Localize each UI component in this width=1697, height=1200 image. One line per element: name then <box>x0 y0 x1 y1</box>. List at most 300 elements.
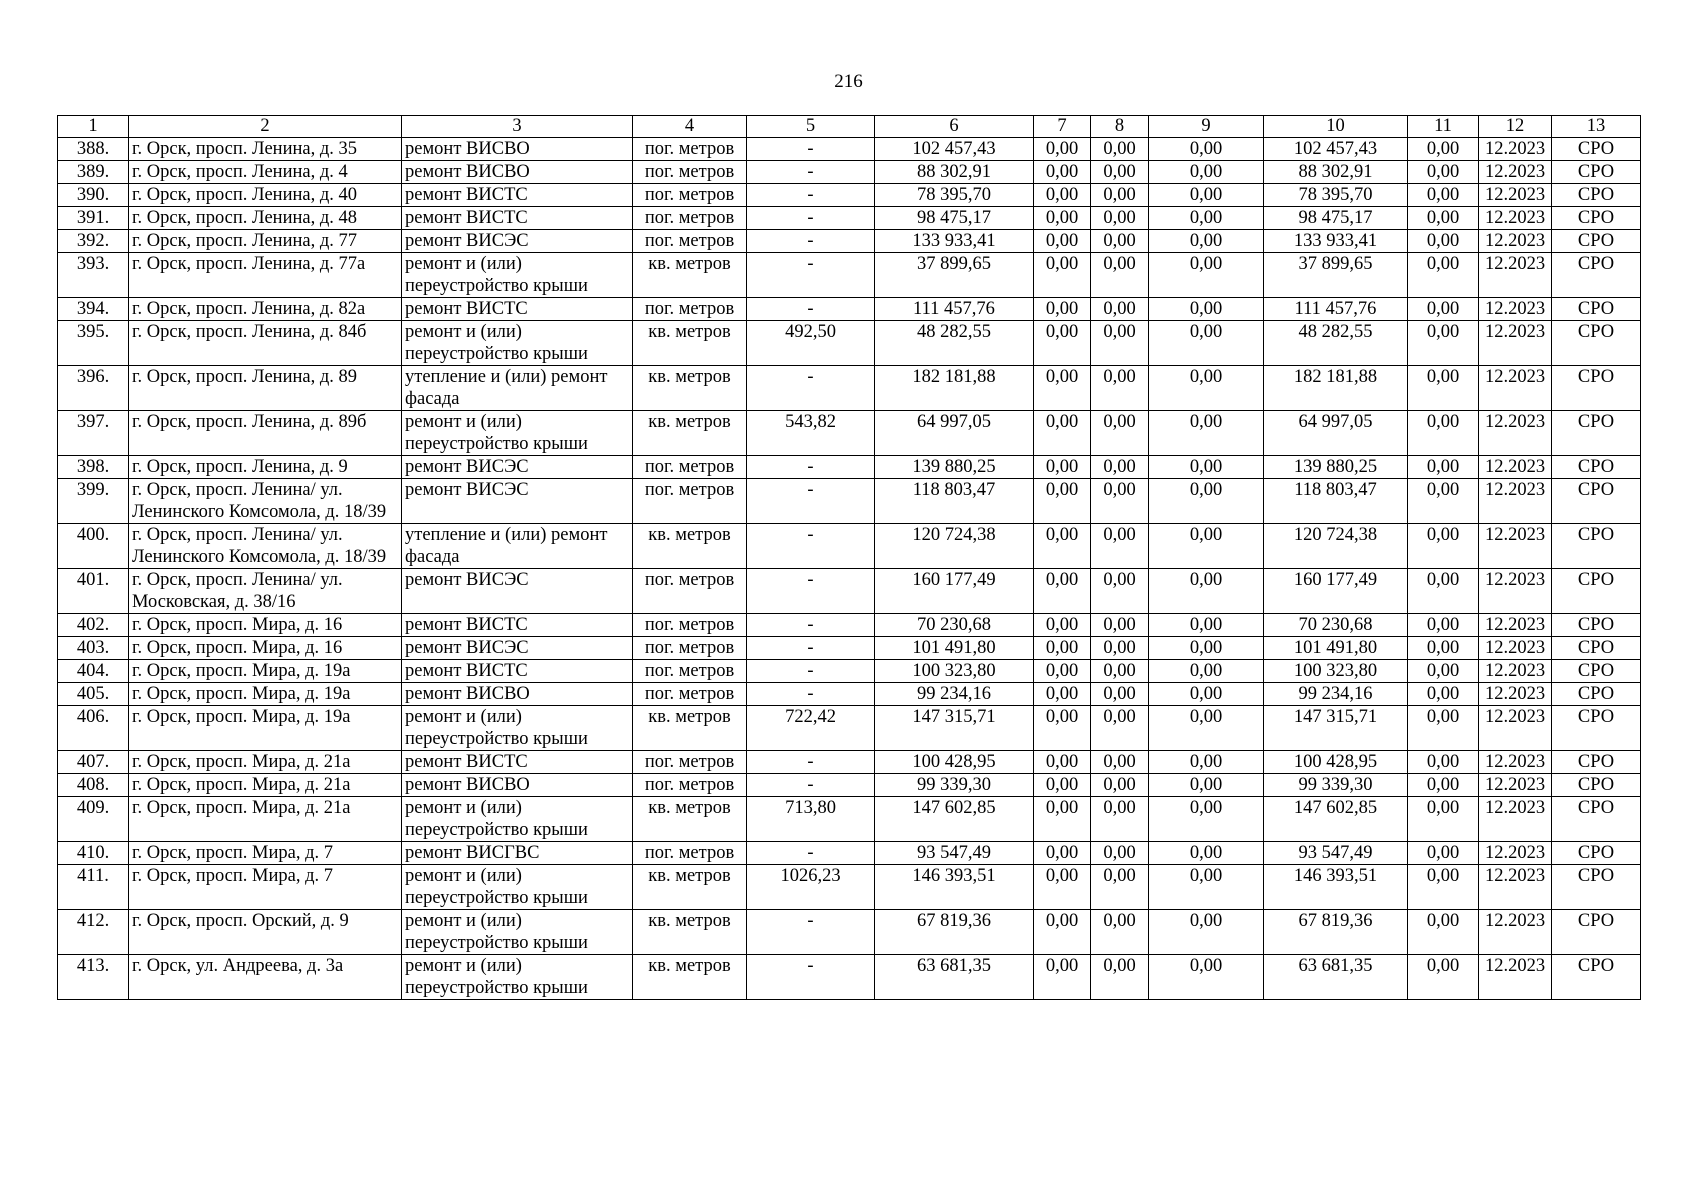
cell-deadline: 12.2023 <box>1479 865 1552 910</box>
cell-unit: кв. метров <box>633 910 747 955</box>
cell-row-number: 391. <box>58 207 129 230</box>
cell-other-sources: 0,00 <box>1408 524 1479 569</box>
cell-total-cost: 48 282,55 <box>875 321 1034 366</box>
cell-unit: кв. метров <box>633 321 747 366</box>
cell-quantity: - <box>747 955 875 1000</box>
cell-fund-cost: 0,00 <box>1034 706 1091 751</box>
cell-unit: кв. метров <box>633 797 747 842</box>
cell-local-budget-cost: 0,00 <box>1149 637 1264 660</box>
table-row <box>58 569 1641 614</box>
cell-local-budget-cost: 0,00 <box>1149 660 1264 683</box>
cell-executor: СРО <box>1552 161 1641 184</box>
cell-budget-cost: 0,00 <box>1091 230 1149 253</box>
cell-quantity: - <box>747 456 875 479</box>
cell-deadline: 12.2023 <box>1479 660 1552 683</box>
cell-total-cost: 160 177,49 <box>875 569 1034 614</box>
cell-row-number: 389. <box>58 161 129 184</box>
cell-fund-cost: 0,00 <box>1034 865 1091 910</box>
table-row <box>58 774 1641 797</box>
cell-fund-cost: 0,00 <box>1034 184 1091 207</box>
cell-budget-cost: 0,00 <box>1091 524 1149 569</box>
cell-executor: СРО <box>1552 411 1641 456</box>
column-header-1: 1 <box>58 116 129 138</box>
column-header-7: 7 <box>1034 116 1091 138</box>
table-row <box>58 321 1641 366</box>
cell-fund-cost: 0,00 <box>1034 955 1091 1000</box>
cell-local-budget-cost: 0,00 <box>1149 797 1264 842</box>
cell-quantity: - <box>747 751 875 774</box>
cell-work-type: ремонт и (или) переустройство крыши <box>402 411 633 456</box>
cell-budget-cost: 0,00 <box>1091 253 1149 298</box>
cell-work-type: ремонт ВИСТС <box>402 184 633 207</box>
cell-owners-funds: 160 177,49 <box>1264 569 1408 614</box>
cell-other-sources: 0,00 <box>1408 660 1479 683</box>
cell-owners-funds: 120 724,38 <box>1264 524 1408 569</box>
cell-total-cost: 139 880,25 <box>875 456 1034 479</box>
cell-address: г. Орск, просп. Ленина, д. 77а <box>129 253 402 298</box>
column-header-8: 8 <box>1091 116 1149 138</box>
cell-fund-cost: 0,00 <box>1034 321 1091 366</box>
cell-budget-cost: 0,00 <box>1091 955 1149 1000</box>
cell-other-sources: 0,00 <box>1408 161 1479 184</box>
cell-executor: СРО <box>1552 524 1641 569</box>
cell-address: г. Орск, просп. Мира, д. 19а <box>129 683 402 706</box>
cell-row-number: 407. <box>58 751 129 774</box>
cell-unit: кв. метров <box>633 955 747 1000</box>
cell-total-cost: 64 997,05 <box>875 411 1034 456</box>
cell-owners-funds: 102 457,43 <box>1264 138 1408 161</box>
cell-deadline: 12.2023 <box>1479 569 1552 614</box>
cell-row-number: 400. <box>58 524 129 569</box>
cell-executor: СРО <box>1552 614 1641 637</box>
cell-other-sources: 0,00 <box>1408 706 1479 751</box>
cell-local-budget-cost: 0,00 <box>1149 298 1264 321</box>
cell-row-number: 398. <box>58 456 129 479</box>
cell-work-type: ремонт ВИСЭС <box>402 230 633 253</box>
cell-quantity: - <box>747 184 875 207</box>
column-header-9: 9 <box>1149 116 1264 138</box>
table-row <box>58 524 1641 569</box>
cell-other-sources: 0,00 <box>1408 637 1479 660</box>
cell-total-cost: 182 181,88 <box>875 366 1034 411</box>
cell-work-type: ремонт и (или) переустройство крыши <box>402 321 633 366</box>
cell-total-cost: 102 457,43 <box>875 138 1034 161</box>
cell-total-cost: 93 547,49 <box>875 842 1034 865</box>
cell-other-sources: 0,00 <box>1408 411 1479 456</box>
cell-quantity: - <box>747 569 875 614</box>
cell-executor: СРО <box>1552 955 1641 1000</box>
cell-total-cost: 99 234,16 <box>875 683 1034 706</box>
cell-work-type: ремонт ВИСВО <box>402 683 633 706</box>
table-row <box>58 614 1641 637</box>
cell-owners-funds: 101 491,80 <box>1264 637 1408 660</box>
cell-budget-cost: 0,00 <box>1091 683 1149 706</box>
cell-address: г. Орск, просп. Ленина, д. 35 <box>129 138 402 161</box>
cell-work-type: ремонт ВИСВО <box>402 774 633 797</box>
cell-executor: СРО <box>1552 910 1641 955</box>
cell-quantity: - <box>747 298 875 321</box>
cell-other-sources: 0,00 <box>1408 184 1479 207</box>
cell-unit: пог. метров <box>633 660 747 683</box>
cell-unit: пог. метров <box>633 456 747 479</box>
cell-executor: СРО <box>1552 456 1641 479</box>
cell-local-budget-cost: 0,00 <box>1149 910 1264 955</box>
cell-quantity: 492,50 <box>747 321 875 366</box>
cell-unit: пог. метров <box>633 614 747 637</box>
cell-executor: СРО <box>1552 569 1641 614</box>
cell-quantity: 722,42 <box>747 706 875 751</box>
cell-local-budget-cost: 0,00 <box>1149 706 1264 751</box>
cell-row-number: 406. <box>58 706 129 751</box>
cell-quantity: - <box>747 660 875 683</box>
cell-deadline: 12.2023 <box>1479 614 1552 637</box>
cell-total-cost: 147 315,71 <box>875 706 1034 751</box>
cell-deadline: 12.2023 <box>1479 184 1552 207</box>
cell-executor: СРО <box>1552 321 1641 366</box>
cell-executor: СРО <box>1552 683 1641 706</box>
cell-local-budget-cost: 0,00 <box>1149 184 1264 207</box>
cell-executor: СРО <box>1552 207 1641 230</box>
cell-owners-funds: 118 803,47 <box>1264 479 1408 524</box>
cell-local-budget-cost: 0,00 <box>1149 614 1264 637</box>
cell-address: г. Орск, просп. Мира, д. 7 <box>129 865 402 910</box>
cell-local-budget-cost: 0,00 <box>1149 751 1264 774</box>
cell-budget-cost: 0,00 <box>1091 479 1149 524</box>
table-row <box>58 366 1641 411</box>
cell-total-cost: 37 899,65 <box>875 253 1034 298</box>
cell-budget-cost: 0,00 <box>1091 411 1149 456</box>
cell-budget-cost: 0,00 <box>1091 842 1149 865</box>
column-header-4: 4 <box>633 116 747 138</box>
cell-row-number: 405. <box>58 683 129 706</box>
cell-quantity: - <box>747 479 875 524</box>
cell-budget-cost: 0,00 <box>1091 207 1149 230</box>
cell-owners-funds: 67 819,36 <box>1264 910 1408 955</box>
cell-budget-cost: 0,00 <box>1091 366 1149 411</box>
cell-local-budget-cost: 0,00 <box>1149 456 1264 479</box>
table-row <box>58 253 1641 298</box>
cell-address: г. Орск, просп. Мира, д. 7 <box>129 842 402 865</box>
cell-owners-funds: 63 681,35 <box>1264 955 1408 1000</box>
cell-deadline: 12.2023 <box>1479 706 1552 751</box>
cell-address: г. Орск, просп. Ленина/ ул. Московская, д. 38/16 <box>129 569 402 614</box>
cell-owners-funds: 93 547,49 <box>1264 842 1408 865</box>
cell-other-sources: 0,00 <box>1408 614 1479 637</box>
cell-work-type: ремонт ВИСТС <box>402 298 633 321</box>
cell-address: г. Орск, просп. Ленина, д. 4 <box>129 161 402 184</box>
cell-fund-cost: 0,00 <box>1034 910 1091 955</box>
cell-local-budget-cost: 0,00 <box>1149 321 1264 366</box>
cell-total-cost: 99 339,30 <box>875 774 1034 797</box>
cell-owners-funds: 147 315,71 <box>1264 706 1408 751</box>
cell-fund-cost: 0,00 <box>1034 230 1091 253</box>
cell-other-sources: 0,00 <box>1408 138 1479 161</box>
cell-deadline: 12.2023 <box>1479 456 1552 479</box>
cell-fund-cost: 0,00 <box>1034 637 1091 660</box>
cell-fund-cost: 0,00 <box>1034 751 1091 774</box>
column-header-13: 13 <box>1552 116 1641 138</box>
cell-fund-cost: 0,00 <box>1034 161 1091 184</box>
cell-fund-cost: 0,00 <box>1034 366 1091 411</box>
cell-other-sources: 0,00 <box>1408 683 1479 706</box>
cell-owners-funds: 100 428,95 <box>1264 751 1408 774</box>
cell-row-number: 402. <box>58 614 129 637</box>
cell-other-sources: 0,00 <box>1408 230 1479 253</box>
cell-owners-funds: 99 234,16 <box>1264 683 1408 706</box>
cell-quantity: - <box>747 524 875 569</box>
cell-budget-cost: 0,00 <box>1091 774 1149 797</box>
cell-other-sources: 0,00 <box>1408 842 1479 865</box>
cell-budget-cost: 0,00 <box>1091 706 1149 751</box>
cell-address: г. Орск, просп. Ленина/ ул. Ленинского Комсомола, д. 18/39 <box>129 524 402 569</box>
cell-budget-cost: 0,00 <box>1091 321 1149 366</box>
cell-budget-cost: 0,00 <box>1091 298 1149 321</box>
table-row <box>58 298 1641 321</box>
cell-other-sources: 0,00 <box>1408 569 1479 614</box>
cell-local-budget-cost: 0,00 <box>1149 230 1264 253</box>
cell-row-number: 395. <box>58 321 129 366</box>
cell-executor: СРО <box>1552 298 1641 321</box>
cell-unit: кв. метров <box>633 865 747 910</box>
cell-owners-funds: 37 899,65 <box>1264 253 1408 298</box>
cell-total-cost: 118 803,47 <box>875 479 1034 524</box>
cell-budget-cost: 0,00 <box>1091 865 1149 910</box>
cell-quantity: - <box>747 253 875 298</box>
cell-total-cost: 111 457,76 <box>875 298 1034 321</box>
cell-work-type: ремонт ВИСТС <box>402 660 633 683</box>
cell-budget-cost: 0,00 <box>1091 161 1149 184</box>
cell-budget-cost: 0,00 <box>1091 797 1149 842</box>
table-row <box>58 411 1641 456</box>
table-row <box>58 683 1641 706</box>
cell-executor: СРО <box>1552 230 1641 253</box>
table-row <box>58 637 1641 660</box>
cell-address: г. Орск, просп. Ленина, д. 40 <box>129 184 402 207</box>
cell-deadline: 12.2023 <box>1479 161 1552 184</box>
cell-row-number: 410. <box>58 842 129 865</box>
cell-budget-cost: 0,00 <box>1091 637 1149 660</box>
cell-unit: кв. метров <box>633 411 747 456</box>
column-header-6: 6 <box>875 116 1034 138</box>
cell-fund-cost: 0,00 <box>1034 138 1091 161</box>
cell-unit: пог. метров <box>633 184 747 207</box>
cell-fund-cost: 0,00 <box>1034 774 1091 797</box>
table-row <box>58 207 1641 230</box>
table-row <box>58 706 1641 751</box>
cell-local-budget-cost: 0,00 <box>1149 479 1264 524</box>
cell-unit: пог. метров <box>633 774 747 797</box>
cell-address: г. Орск, ул. Андреева, д. 3а <box>129 955 402 1000</box>
cell-deadline: 12.2023 <box>1479 910 1552 955</box>
cell-fund-cost: 0,00 <box>1034 842 1091 865</box>
cell-row-number: 408. <box>58 774 129 797</box>
cell-total-cost: 146 393,51 <box>875 865 1034 910</box>
cell-fund-cost: 0,00 <box>1034 683 1091 706</box>
cell-row-number: 392. <box>58 230 129 253</box>
cell-deadline: 12.2023 <box>1479 524 1552 569</box>
cell-deadline: 12.2023 <box>1479 366 1552 411</box>
cell-address: г. Орск, просп. Ленина, д. 77 <box>129 230 402 253</box>
cell-quantity: - <box>747 774 875 797</box>
cell-executor: СРО <box>1552 751 1641 774</box>
cell-budget-cost: 0,00 <box>1091 569 1149 614</box>
cell-owners-funds: 48 282,55 <box>1264 321 1408 366</box>
cell-local-budget-cost: 0,00 <box>1149 865 1264 910</box>
cell-fund-cost: 0,00 <box>1034 298 1091 321</box>
cell-fund-cost: 0,00 <box>1034 253 1091 298</box>
cell-local-budget-cost: 0,00 <box>1149 138 1264 161</box>
cell-work-type: ремонт ВИСЭС <box>402 637 633 660</box>
cell-row-number: 396. <box>58 366 129 411</box>
column-header-11: 11 <box>1408 116 1479 138</box>
cell-budget-cost: 0,00 <box>1091 184 1149 207</box>
cell-unit: пог. метров <box>633 138 747 161</box>
cell-fund-cost: 0,00 <box>1034 569 1091 614</box>
cell-row-number: 390. <box>58 184 129 207</box>
cell-work-type: ремонт и (или) переустройство крыши <box>402 910 633 955</box>
cell-quantity: - <box>747 207 875 230</box>
cell-work-type: ремонт ВИСЭС <box>402 479 633 524</box>
cell-row-number: 397. <box>58 411 129 456</box>
table-row <box>58 138 1641 161</box>
cell-unit: пог. метров <box>633 683 747 706</box>
cell-fund-cost: 0,00 <box>1034 797 1091 842</box>
cell-work-type: ремонт ВИСВО <box>402 138 633 161</box>
cell-address: г. Орск, просп. Мира, д. 21а <box>129 797 402 842</box>
column-header-12: 12 <box>1479 116 1552 138</box>
table-row <box>58 479 1641 524</box>
cell-address: г. Орск, просп. Мира, д. 21а <box>129 774 402 797</box>
cell-quantity: - <box>747 683 875 706</box>
cell-other-sources: 0,00 <box>1408 797 1479 842</box>
cell-row-number: 403. <box>58 637 129 660</box>
cell-total-cost: 100 323,80 <box>875 660 1034 683</box>
cell-budget-cost: 0,00 <box>1091 456 1149 479</box>
cell-quantity: 713,80 <box>747 797 875 842</box>
cell-fund-cost: 0,00 <box>1034 614 1091 637</box>
cell-local-budget-cost: 0,00 <box>1149 683 1264 706</box>
cell-row-number: 404. <box>58 660 129 683</box>
cell-other-sources: 0,00 <box>1408 479 1479 524</box>
cell-address: г. Орск, просп. Ленина, д. 89б <box>129 411 402 456</box>
cell-address: г. Орск, просп. Ленина, д. 89 <box>129 366 402 411</box>
cell-executor: СРО <box>1552 865 1641 910</box>
cell-total-cost: 70 230,68 <box>875 614 1034 637</box>
cell-budget-cost: 0,00 <box>1091 910 1149 955</box>
cell-work-type: ремонт ВИСТС <box>402 614 633 637</box>
cell-address: г. Орск, просп. Ленина, д. 48 <box>129 207 402 230</box>
cell-fund-cost: 0,00 <box>1034 207 1091 230</box>
cell-owners-funds: 70 230,68 <box>1264 614 1408 637</box>
cell-work-type: ремонт ВИСЭС <box>402 456 633 479</box>
cell-quantity: - <box>747 910 875 955</box>
cell-other-sources: 0,00 <box>1408 298 1479 321</box>
cell-budget-cost: 0,00 <box>1091 751 1149 774</box>
cell-unit: пог. метров <box>633 230 747 253</box>
cell-quantity: 543,82 <box>747 411 875 456</box>
cell-executor: СРО <box>1552 366 1641 411</box>
cell-address: г. Орск, просп. Мира, д. 21а <box>129 751 402 774</box>
cell-total-cost: 67 819,36 <box>875 910 1034 955</box>
cell-other-sources: 0,00 <box>1408 366 1479 411</box>
cell-owners-funds: 147 602,85 <box>1264 797 1408 842</box>
cell-deadline: 12.2023 <box>1479 321 1552 366</box>
cell-unit: пог. метров <box>633 751 747 774</box>
cell-address: г. Орск, просп. Мира, д. 16 <box>129 637 402 660</box>
cell-owners-funds: 146 393,51 <box>1264 865 1408 910</box>
cell-fund-cost: 0,00 <box>1034 524 1091 569</box>
cell-unit: пог. метров <box>633 637 747 660</box>
cell-owners-funds: 88 302,91 <box>1264 161 1408 184</box>
cell-executor: СРО <box>1552 660 1641 683</box>
cell-address: г. Орск, просп. Ленина, д. 82а <box>129 298 402 321</box>
cell-other-sources: 0,00 <box>1408 910 1479 955</box>
table-row <box>58 797 1641 842</box>
cell-unit: пог. метров <box>633 207 747 230</box>
header-row <box>58 116 1641 138</box>
table-row <box>58 161 1641 184</box>
cell-deadline: 12.2023 <box>1479 411 1552 456</box>
cell-quantity: 1026,23 <box>747 865 875 910</box>
cell-owners-funds: 100 323,80 <box>1264 660 1408 683</box>
cell-quantity: - <box>747 161 875 184</box>
cell-address: г. Орск, просп. Ленина, д. 9 <box>129 456 402 479</box>
table-row <box>58 842 1641 865</box>
cell-unit: кв. метров <box>633 706 747 751</box>
cell-work-type: ремонт и (или) переустройство крыши <box>402 955 633 1000</box>
cell-work-type: ремонт и (или) переустройство крыши <box>402 865 633 910</box>
cell-work-type: ремонт и (или) переустройство крыши <box>402 253 633 298</box>
cell-address: г. Орск, просп. Ленина/ ул. Ленинского Комсомола, д. 18/39 <box>129 479 402 524</box>
cell-work-type: ремонт ВИСТС <box>402 207 633 230</box>
table-row <box>58 751 1641 774</box>
cell-deadline: 12.2023 <box>1479 751 1552 774</box>
cell-local-budget-cost: 0,00 <box>1149 955 1264 1000</box>
cell-fund-cost: 0,00 <box>1034 479 1091 524</box>
cell-unit: пог. метров <box>633 569 747 614</box>
cell-total-cost: 133 933,41 <box>875 230 1034 253</box>
cell-executor: СРО <box>1552 842 1641 865</box>
cell-work-type: ремонт ВИСВО <box>402 161 633 184</box>
cell-owners-funds: 99 339,30 <box>1264 774 1408 797</box>
cell-deadline: 12.2023 <box>1479 138 1552 161</box>
cell-other-sources: 0,00 <box>1408 321 1479 366</box>
cell-deadline: 12.2023 <box>1479 479 1552 524</box>
cell-owners-funds: 139 880,25 <box>1264 456 1408 479</box>
cell-quantity: - <box>747 637 875 660</box>
cell-local-budget-cost: 0,00 <box>1149 366 1264 411</box>
cell-deadline: 12.2023 <box>1479 637 1552 660</box>
cell-address: г. Орск, просп. Ленина, д. 84б <box>129 321 402 366</box>
cell-budget-cost: 0,00 <box>1091 138 1149 161</box>
cell-executor: СРО <box>1552 637 1641 660</box>
cell-quantity: - <box>747 366 875 411</box>
cell-local-budget-cost: 0,00 <box>1149 411 1264 456</box>
cell-fund-cost: 0,00 <box>1034 660 1091 683</box>
cell-executor: СРО <box>1552 479 1641 524</box>
cell-budget-cost: 0,00 <box>1091 660 1149 683</box>
cell-deadline: 12.2023 <box>1479 298 1552 321</box>
table-row <box>58 865 1641 910</box>
cell-total-cost: 98 475,17 <box>875 207 1034 230</box>
cell-owners-funds: 78 395,70 <box>1264 184 1408 207</box>
table-row <box>58 955 1641 1000</box>
cell-unit: пог. метров <box>633 842 747 865</box>
cell-owners-funds: 111 457,76 <box>1264 298 1408 321</box>
cell-total-cost: 78 395,70 <box>875 184 1034 207</box>
column-header-3: 3 <box>402 116 633 138</box>
cell-unit: пог. метров <box>633 479 747 524</box>
